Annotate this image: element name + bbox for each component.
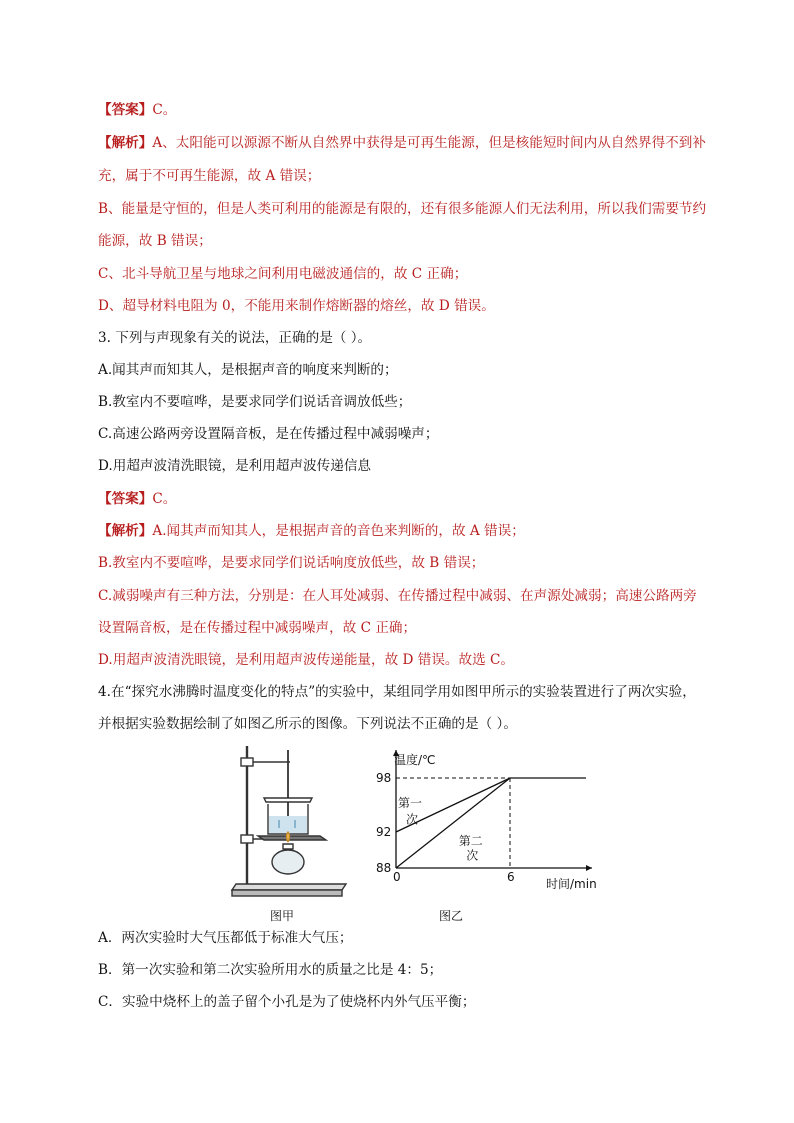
analysis-line-4: 能源，故 B 错误；: [98, 233, 212, 249]
question-3-option-b: B.教室内不要喧哗，是要求同学们说话音调放低些；: [98, 394, 412, 410]
question-3-answer: [98, 489, 176, 509]
figure-a-caption: 图甲: [270, 909, 295, 923]
x-axis-arrow: [586, 865, 592, 871]
answer-line-1: [98, 100, 176, 120]
question-3-analysis-1: [98, 521, 525, 541]
question-4-stem-2: 并根据实验数据绘制了如图乙所示的图像。下列说法不正确的是（ ）。: [98, 716, 517, 732]
analysis-line-1: [98, 133, 706, 153]
temperature-chart: [362, 738, 602, 898]
x-tick-label: 0: [393, 870, 401, 884]
x-axis-label: 时间/min: [546, 877, 597, 891]
question-4-option-b: B．第一次实验和第二次实验所用水的质量之比是 4：5；: [98, 962, 443, 978]
x-tick-label: 6: [507, 870, 515, 884]
y-tick-label: 92: [376, 825, 392, 839]
analysis-line-6: D、超导材料电阻为 0，不能用来制作熔断器的熔丝，故 D 错误。: [98, 298, 495, 314]
y-tick-label: 98: [376, 771, 392, 785]
answer-value: C。: [152, 491, 177, 507]
question-3-analysis-5: D.用超声波清洗眼镜，是利用超声波传递能量，故 D 错误。故选 C。: [98, 652, 515, 668]
analysis-text: A、太阳能可以源源不断从自然界中获得是可再生能源，但是核能短时间内从自然界得不到补: [152, 135, 706, 151]
question-4-option-a: A．两次实验时大气压都低于标准大气压；: [98, 930, 353, 946]
answer-tag: 【答案】: [98, 491, 153, 507]
question-3-option-c: C.高速公路两旁设置隔音板，是在传播过程中减弱噪声；: [98, 426, 439, 442]
question-3-analysis-2: B.教室内不要喧哗，是要求同学们说话响度放低些，故 B 错误；: [98, 555, 485, 571]
figure-b-caption: 图乙: [439, 909, 464, 923]
answer-tag: 【答案】: [98, 102, 153, 118]
y-axis-label: 温度/℃: [394, 753, 436, 767]
question-3-analysis-3: C.减弱噪声有三种方法，分别是：在人耳处减弱、在传播过程中减弱、在声源处减弱；高速公路两旁: [98, 588, 697, 604]
analysis-tag: 【解析】: [98, 135, 153, 151]
series-label: 次: [466, 848, 479, 863]
question-4-stem-1: 4.在“探究水沸腾时温度变化的特点”的实验中，某组同学用如图甲所示的实验装置进行了两次实验，: [98, 684, 696, 700]
y-tick-label: 88: [376, 861, 392, 875]
analysis-tag: 【解析】: [98, 523, 153, 539]
question-3-analysis-4: 设置隔音板，是在传播过程中减弱噪声，故 C 正确；: [98, 620, 417, 636]
question-3-option-a: A.闻其声而知其人，是根据声音的响度来判断的；: [98, 362, 398, 378]
analysis-text: A.闻其声而知其人，是根据声音的音色来判断的，故 A 错误；: [152, 523, 525, 539]
series-line-1: [396, 778, 586, 832]
analysis-line-2: 充，属于不可再生能源，故 A 错误；: [98, 168, 321, 184]
analysis-line-5: C、北斗导航卫星与地球之间利用电磁波通信的，故 C 正确；: [98, 266, 468, 282]
question-4-option-c: C．实验中烧杯上的盖子留个小孔是为了使烧杯内外气压平衡；: [98, 994, 476, 1010]
series-label: 第一: [398, 796, 423, 810]
figure-apparatus: [222, 738, 352, 916]
question-3-stem: 3. 下列与声现象有关的说法，正确的是（ ）。: [98, 330, 372, 346]
analysis-line-3: B、能量是守恒的，但是人类可利用的能源是有限的，还有很多能源人们无法利用，所以我们需要节约: [98, 201, 707, 217]
question-3-option-d: D.用超声波清洗眼镜，是利用超声波传递信息: [98, 458, 372, 474]
series-label: 次: [406, 812, 419, 827]
series-label: 第二: [458, 834, 483, 848]
answer-value: C。: [152, 102, 177, 118]
